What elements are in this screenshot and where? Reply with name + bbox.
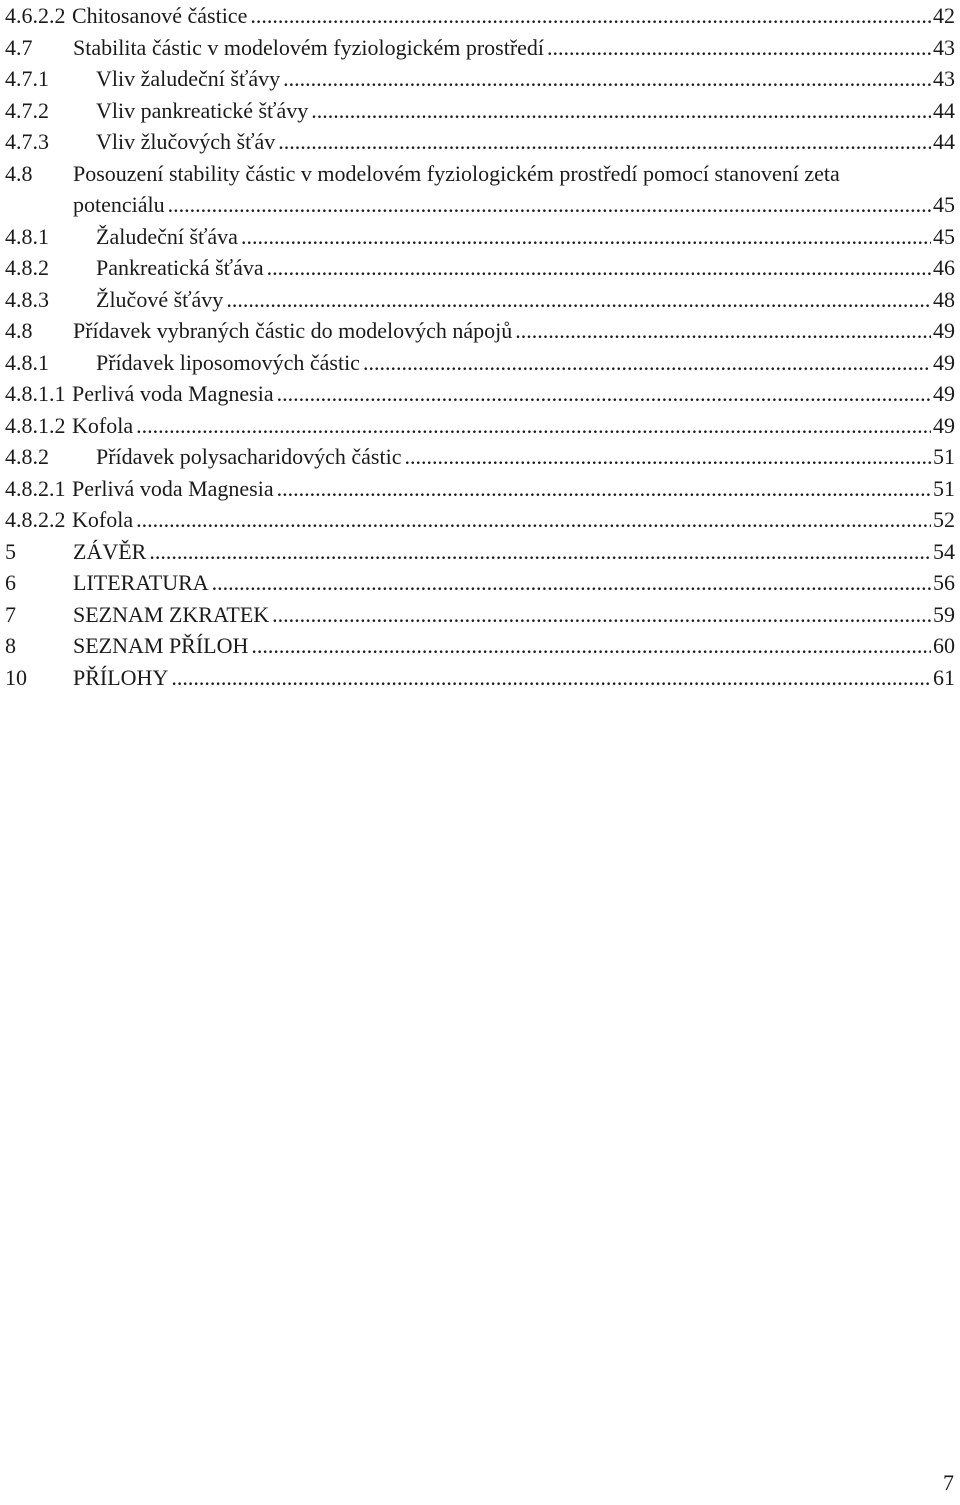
- toc-entry-page: 45: [933, 192, 955, 217]
- toc-entry-title: Posouzení stability částic v modelovém fyziologickém prostředí pomocí stanovení zeta: [73, 160, 840, 186]
- toc-entry-page: 46: [933, 255, 955, 280]
- toc-entry-title: Vliv pankreatické šťávy: [96, 97, 309, 123]
- toc-entry[interactable]: [5, 95, 955, 127]
- toc-entry[interactable]: [5, 473, 955, 505]
- toc-entry-number: 4.7.3: [5, 129, 49, 154]
- toc-entry-body: [73, 630, 955, 662]
- toc-entry-title: Žaludeční šťáva: [96, 223, 238, 249]
- toc-entry-body: [73, 567, 955, 599]
- toc-entry-number: 4.8.2: [5, 255, 49, 280]
- toc-entry[interactable]: [5, 126, 955, 158]
- toc-entry-title: Žlučové šťávy: [96, 286, 224, 312]
- toc-entry-title: Vliv žlučových šťáv: [96, 129, 276, 154]
- toc-entry-page: 45: [933, 223, 955, 249]
- toc-entry-page: 44: [933, 129, 955, 154]
- toc-entry-number: 4.8: [5, 160, 33, 186]
- dot-leader: [267, 252, 931, 284]
- toc-entry[interactable]: [5, 504, 955, 536]
- toc-entry[interactable]: [5, 599, 955, 631]
- toc-entry-number: 4.8.2.2: [5, 507, 66, 532]
- toc-entry[interactable]: [5, 378, 955, 410]
- toc-entry-page: 61: [933, 664, 955, 690]
- toc-entry-number: 4.8.1: [5, 349, 49, 375]
- toc-entry-title: Perlivá voda Magnesia: [72, 475, 274, 501]
- toc-entry-title: Vliv žaludeční šťávy: [96, 66, 281, 91]
- toc-entry-title: LITERATURA: [73, 570, 209, 595]
- toc-entry-body: [73, 599, 955, 631]
- toc-entry-page: 49: [933, 349, 955, 375]
- toc-entry-page: 49: [933, 381, 955, 406]
- toc-entry-body: [72, 473, 955, 505]
- toc-entry[interactable]: [5, 630, 955, 662]
- toc-entry-title: Kofola: [72, 507, 134, 532]
- dot-leader: [311, 95, 931, 127]
- toc-entry-body: [72, 410, 955, 442]
- toc-entry[interactable]: [5, 441, 955, 473]
- toc-entry-number: 4.8: [5, 318, 33, 343]
- toc-entry-title: Přídavek vybraných částic do modelových nápojů: [73, 318, 513, 343]
- dot-leader: [226, 284, 931, 316]
- toc-entry-page: 42: [933, 3, 955, 28]
- toc-entry-body: [96, 95, 955, 127]
- toc-entry[interactable]: [5, 284, 955, 316]
- toc-entry[interactable]: [5, 410, 955, 442]
- toc-entry[interactable]: [5, 0, 955, 32]
- dot-leader: [250, 0, 931, 32]
- toc-entry-number: 4.8.1: [5, 223, 49, 249]
- toc-entry-number: 8: [5, 633, 16, 658]
- toc-entry-title: Pankreatická šťáva: [96, 255, 264, 280]
- toc-entry-body: [96, 441, 955, 473]
- dot-leader: [272, 599, 931, 631]
- page-number: 7: [943, 1470, 954, 1495]
- toc-entry-title: potenciálu: [73, 192, 165, 217]
- toc-entry-page: 52: [933, 507, 955, 532]
- toc-entry-title: Chitosanové částice: [72, 3, 248, 28]
- toc-entry-number: 4.6.2.2: [5, 3, 66, 28]
- toc-entry-title: SEZNAM PŘÍLOH: [73, 633, 249, 658]
- table-of-contents: [5, 0, 955, 693]
- toc-entry-body: [96, 126, 955, 158]
- toc-entry-page: 54: [933, 538, 955, 564]
- toc-entry-title: ZÁVĚR: [73, 538, 147, 564]
- toc-entry-title: SEZNAM ZKRATEK: [73, 601, 270, 627]
- toc-entry-body: [96, 284, 955, 316]
- toc-entry-page: 43: [933, 34, 955, 60]
- toc-entry[interactable]: [5, 252, 955, 284]
- dot-leader: [277, 473, 931, 505]
- dot-leader: [168, 189, 931, 221]
- toc-entry-body: [73, 536, 955, 568]
- toc-entry-page: 49: [933, 318, 955, 343]
- toc-entry-body: [72, 504, 955, 536]
- toc-entry-title: Kofola: [72, 412, 134, 438]
- toc-entry[interactable]: [5, 315, 955, 347]
- dot-leader: [283, 63, 931, 95]
- dot-leader: [149, 536, 931, 568]
- toc-entry-page: 59: [933, 601, 955, 627]
- toc-entry-number: 5: [5, 538, 16, 564]
- dot-leader: [363, 347, 931, 379]
- dot-leader: [547, 32, 931, 64]
- toc-entry-title: Stabilita částic v modelovém fyziologickém prostředí: [73, 34, 545, 60]
- toc-entry-number: 4.8.1.2: [5, 412, 66, 438]
- toc-entry[interactable]: [5, 158, 955, 190]
- toc-entry-body: [73, 32, 955, 64]
- toc-entry[interactable]: [5, 536, 955, 568]
- toc-entry[interactable]: [5, 567, 955, 599]
- toc-entry-body: [96, 63, 955, 95]
- dot-leader: [278, 126, 931, 158]
- toc-entry-page: 44: [933, 97, 955, 123]
- toc-entry-page: 43: [933, 66, 955, 91]
- toc-entry-number: 4.8.1.1: [5, 381, 66, 406]
- toc-entry-body: [72, 378, 955, 410]
- toc-entry[interactable]: [5, 347, 955, 379]
- toc-entry-body: [73, 662, 955, 694]
- dot-leader: [515, 315, 931, 347]
- dot-leader: [277, 378, 931, 410]
- toc-entry-title: Přídavek liposomových částic: [96, 349, 360, 375]
- toc-entry-page: 60: [933, 633, 955, 658]
- toc-entry-number: 4.8.2.1: [5, 475, 66, 501]
- toc-entry-title: Perlivá voda Magnesia: [72, 381, 274, 406]
- dot-leader: [251, 630, 931, 662]
- toc-entry-title: PŘÍLOHY: [73, 664, 169, 690]
- toc-entry-body: [73, 158, 955, 190]
- toc-entry-body: [96, 221, 955, 253]
- toc-entry[interactable]: [5, 189, 955, 221]
- toc-entry-title: Přídavek polysacharidových částic: [96, 444, 402, 469]
- toc-entry-body: [73, 315, 955, 347]
- toc-entry-page: 48: [933, 286, 955, 312]
- toc-entry-number: 4.7.2: [5, 97, 49, 123]
- toc-entry-page: 56: [933, 570, 955, 595]
- dot-leader: [241, 221, 931, 253]
- toc-entry[interactable]: [5, 63, 955, 95]
- dot-leader: [404, 441, 931, 473]
- toc-entry-body: [73, 189, 955, 221]
- toc-entry-number: 4.8.2: [5, 444, 49, 469]
- toc-entry-body: [96, 347, 955, 379]
- dot-leader: [136, 504, 931, 536]
- toc-entry-page: 49: [933, 412, 955, 438]
- toc-entry[interactable]: [5, 662, 955, 694]
- toc-entry[interactable]: [5, 221, 955, 253]
- toc-entry-page: 51: [933, 475, 955, 501]
- toc-entry-number: 6: [5, 570, 16, 595]
- toc-entry-body: [72, 0, 955, 32]
- dot-leader: [171, 662, 931, 694]
- toc-entry[interactable]: [5, 32, 955, 64]
- dot-leader: [212, 567, 931, 599]
- toc-entry-number: 10: [5, 664, 27, 690]
- toc-entry-number: 4.7: [5, 34, 33, 60]
- dot-leader: [136, 410, 931, 442]
- toc-entry-page: 51: [933, 444, 955, 469]
- toc-entry-number: 4.7.1: [5, 66, 49, 91]
- toc-entry-body: [96, 252, 955, 284]
- toc-entry-number: 7: [5, 601, 16, 627]
- toc-entry-number: 4.8.3: [5, 286, 49, 312]
